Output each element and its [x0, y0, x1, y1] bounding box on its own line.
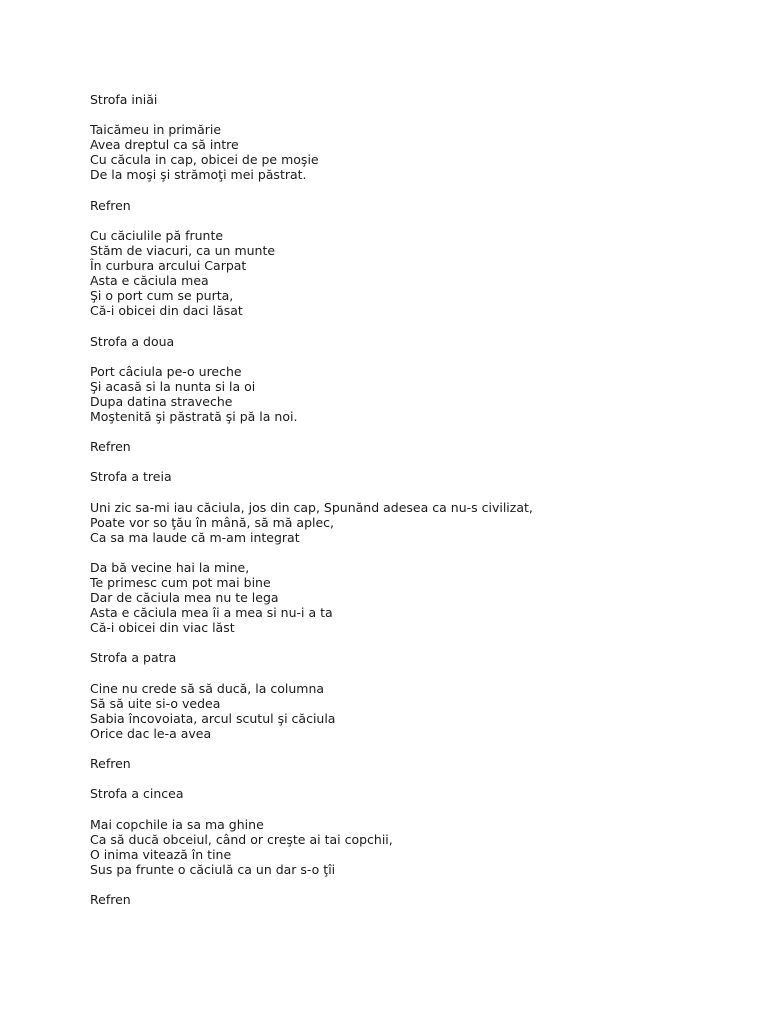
text-line: Da bă vecine hai la mine, [90, 559, 250, 575]
text-line: Asta e căciula mea îi a mea si nu-i a ta [90, 605, 333, 621]
text-line: Cu căcula in cap, obicei de pe moşie [90, 152, 319, 168]
text-line: De la moşi şi strămoţi mei păstrat. [90, 167, 307, 183]
blank-line [90, 318, 730, 333]
blank-line [90, 213, 730, 228]
text-line: Strofa iniăi [90, 92, 158, 107]
text-line: În curbura arcului Carpat [90, 258, 247, 274]
text-line: Mai copchile ia sa ma ghine [90, 816, 264, 832]
text-line: Refren [90, 891, 131, 907]
blank-line [90, 635, 730, 650]
text-line: O inima vitează în tine [90, 846, 232, 862]
text-line: Strofa a treia [90, 469, 172, 485]
blank-line [90, 424, 730, 439]
text-line: Orice dac le-a avea [90, 725, 212, 741]
blank-line [90, 107, 730, 122]
text-line: Taicămeu in primărie [90, 122, 222, 138]
text-line: Dupa datina straveche [90, 393, 233, 409]
text-line: Asta e căciula mea [90, 273, 209, 289]
text-line: Cine nu crede să să ducă, la columna [90, 680, 325, 696]
text-line: Strofa a doua [90, 333, 175, 349]
text-line: Şi o port cum se purta, [90, 288, 234, 304]
text-line: Refren [90, 756, 131, 772]
text-line: Ca să ducă obceiul, când or creşte ai tai copchii, [90, 831, 393, 847]
text-line: Avea dreptul ca să intre [90, 137, 239, 153]
text-line: Că-i obicei din viac lăst [90, 620, 235, 636]
text-line: Refren [90, 439, 131, 455]
blank-line [90, 877, 730, 892]
text-line: Moştenită şi păstrată şi pă la noi. [90, 408, 298, 424]
document-page [90, 92, 730, 907]
text-line: Sus pa frunte o căciulă ca un dar s-o ţîi [90, 861, 336, 877]
blank-line [90, 454, 730, 469]
text-line: Şi acasă si la nunta si la oi [90, 378, 256, 394]
blank-line [90, 801, 730, 816]
text-line: Ca sa ma laude că m-am integrat [90, 529, 300, 545]
text-line: Să să uite si-o vedea [90, 695, 221, 711]
text-line: Poate vor so ţău în mână, să mă aplec, [90, 514, 335, 530]
text-line: Refren [90, 197, 131, 213]
text-line: Port câciula pe-o ureche [90, 363, 242, 379]
blank-line [90, 741, 730, 756]
text-line: Strofa a patra [90, 650, 177, 666]
blank-line [90, 349, 730, 364]
text-line: Stăm de viacuri, ca un munte [90, 242, 276, 258]
text-line: Strofa a cincea [90, 786, 184, 802]
blank-line [90, 666, 730, 681]
text-line: Dar de căciula mea nu te lega [90, 590, 279, 606]
blank-line [90, 183, 730, 198]
text-line: Că-i obicei din daci lăsat [90, 303, 243, 319]
blank-line [90, 771, 730, 786]
text-line: Sabia încovoiata, arcul scutul şi căciula [90, 710, 336, 726]
text-line: Te primesc cum pot mai bine [90, 575, 271, 590]
blank-line [90, 545, 730, 560]
text-line: Uni zic sa-mi iau căciula, jos din cap, Spunănd adesea ca nu-s civilizat, [90, 499, 533, 515]
blank-line [90, 484, 730, 499]
text-line: Cu căciulile pă frunte [90, 227, 224, 243]
